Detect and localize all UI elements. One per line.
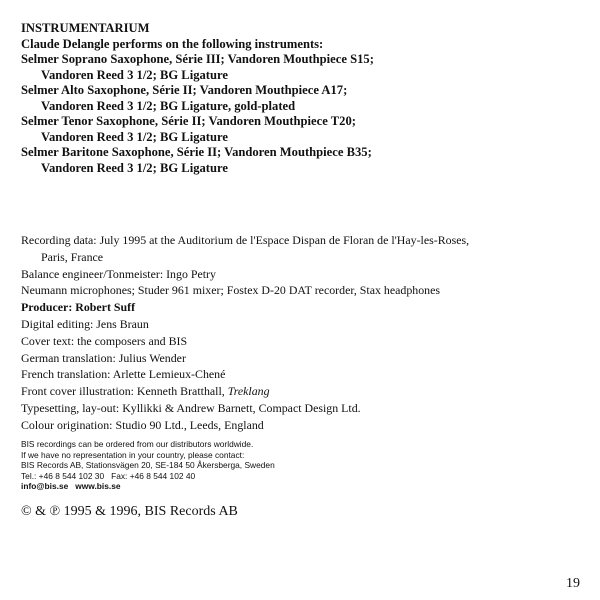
digital-editing: Digital editing: Jens Braun bbox=[21, 316, 149, 331]
instrument-line: Vandoren Reed 3 1/2; BG Ligature bbox=[41, 160, 228, 175]
equipment: Neumann microphones; Studer 961 mixer; Fostex D-20 DAT recorder, Stax headphones bbox=[21, 283, 441, 298]
website-link[interactable]: www.bis.se bbox=[75, 481, 121, 492]
contact-section bbox=[21, 439, 592, 492]
french-translation: French translation: Arlette Lemieux-Chené bbox=[21, 367, 226, 382]
instrument-line: Vandoren Reed 3 1/2; BG Ligature bbox=[41, 129, 228, 144]
contact-line: If we have no representation in your country, please contact: bbox=[21, 449, 245, 460]
contact-web bbox=[21, 481, 592, 492]
contact-phone-fax: Tel.: +46 8 544 102 30 Fax: +46 8 544 102 40 bbox=[21, 470, 196, 481]
instrument-line: Selmer Tenor Saxophone, Série II; Vandoren Mouthpiece T20; bbox=[21, 114, 356, 128]
contact-line: BIS recordings can be ordered from our distributors worldwide. bbox=[21, 439, 254, 449]
instrument-line: Vandoren Reed 3 1/2; BG Ligature bbox=[41, 67, 228, 82]
instrumentarium-section bbox=[21, 21, 592, 176]
balance-engineer: Balance engineer/Tonmeister: Ingo Petry bbox=[21, 266, 216, 281]
instrument-line: Selmer Alto Saxophone, Série II; Vandoren Mouthpiece A17; bbox=[21, 83, 348, 97]
instrument-baritone bbox=[21, 145, 592, 176]
email-link[interactable]: info@bis.se bbox=[21, 481, 69, 492]
instrument-line: Selmer Soprano Saxophone, Série III; Vandoren Mouthpiece S15; bbox=[21, 52, 374, 66]
credits-section bbox=[21, 232, 592, 434]
contact-address: BIS Records AB, Stationsvägen 20, SE-184 50 Åkersberga, Sweden bbox=[21, 460, 275, 471]
instrumentarium-intro: Claude Delangle performs on the following instruments: bbox=[21, 36, 324, 51]
instrument-alto bbox=[21, 83, 592, 114]
instrument-line: Selmer Baritone Saxophone, Série II; Vandoren Mouthpiece B35; bbox=[21, 145, 372, 159]
german-translation: German translation: Julius Wender bbox=[21, 350, 186, 365]
instrumentarium-heading: INSTRUMENTARIUM bbox=[21, 21, 150, 35]
copyright-notice: © & ℗ 1995 & 1996, BIS Records AB bbox=[21, 504, 238, 519]
front-cover-title: Treklang bbox=[227, 384, 270, 399]
typesetting: Typesetting, lay-out: Kyllikki & Andrew Barnett, Compact Design Ltd. bbox=[21, 400, 361, 415]
producer: Producer: Robert Suff bbox=[21, 300, 136, 315]
page-number: 19 bbox=[566, 576, 580, 591]
cover-text: Cover text: the composers and BIS bbox=[21, 333, 188, 348]
front-cover-credit: Front cover illustration: Kenneth Bratthall, bbox=[21, 384, 228, 399]
colour-origination: Colour origination: Studio 90 Ltd., Leeds, England bbox=[21, 417, 264, 432]
instrument-soprano bbox=[21, 52, 592, 83]
front-cover-illustration bbox=[21, 383, 592, 400]
instrument-line: Vandoren Reed 3 1/2; BG Ligature, gold-plated bbox=[41, 98, 296, 113]
recording-location: Paris, France bbox=[41, 249, 104, 264]
instrument-tenor bbox=[21, 114, 592, 145]
recording-data: Recording data: July 1995 at the Auditorium de l'Espace Dispan de Floran de l'Hay-les-Roses, bbox=[21, 233, 470, 247]
